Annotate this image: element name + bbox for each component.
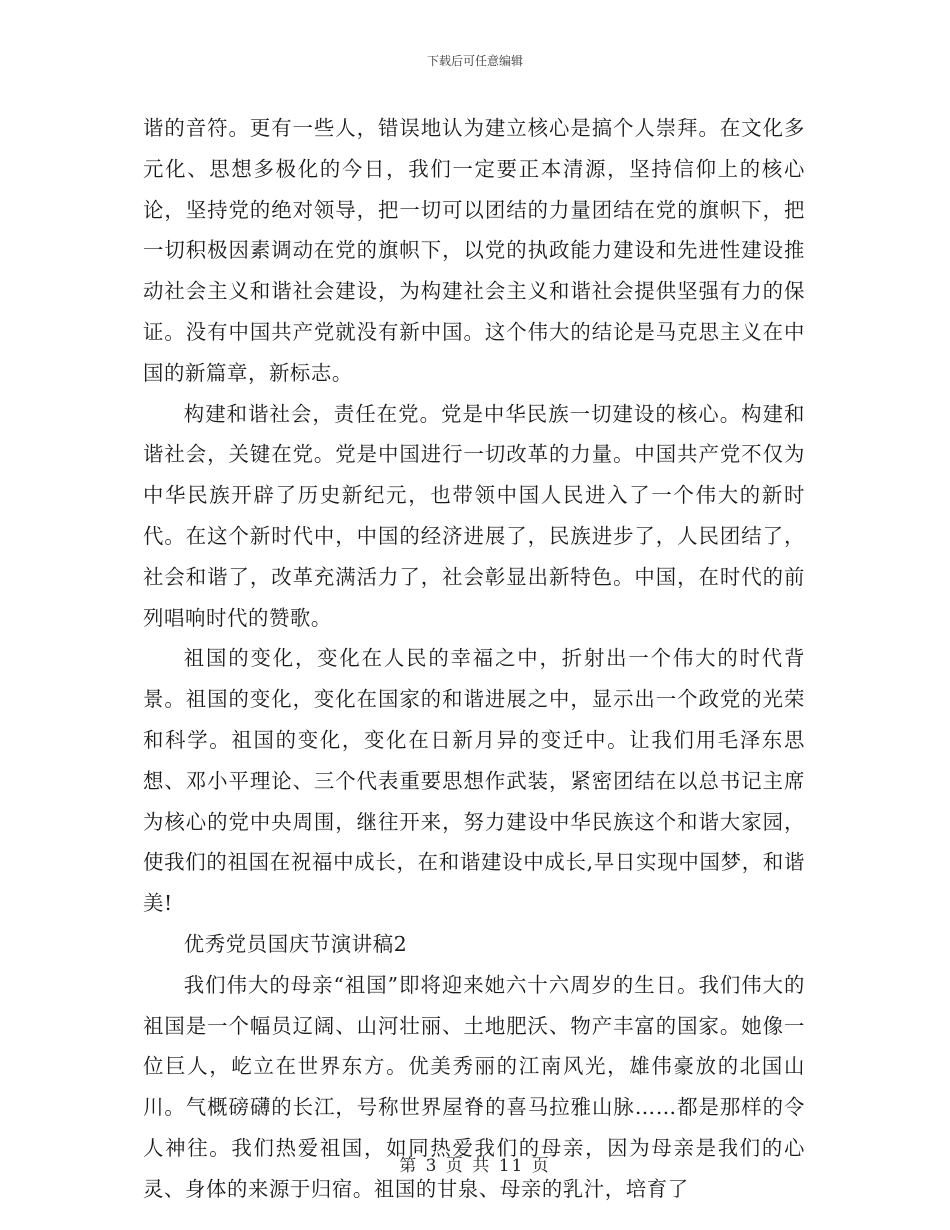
section-title: 优秀党员国庆节演讲稿2: [183, 931, 408, 956]
paragraph-continuation: 谐的音符。更有一些人，错误地认为建立核心是搞个人崇拜。在文化多元化、思想多极化的今日，我们一定要正本清源，坚持信仰上的核心论，坚持党的绝对领导，把一切可以团结的力量团结在党的旗帜下，把一切积极因素调动在党的旗帜下，以党的执政能力建设和先进性建设推动社会主义和谐社会建设，为构建社会主义和谐社会提供坚强有力的保证。没有中国共产党就没有新中国。这个伟大的结论是马克思主义在中国的新篇章，新标志。: [143, 116, 805, 385]
page-footer: 第 3 页 共 11 页: [399, 1156, 551, 1176]
page-header: 下载后可任意编辑: [426, 54, 523, 68]
paragraph: 祖国的变化，变化在人民的幸福之中，折射出一个伟大的时代背景。祖国的变化，变化在国家的和谐进展之中，显示出一个政党的光荣和科学。祖国的变化，变化在日新月异的变迁中。让我们用毛泽东思想、邓小平理论、三个代表重要思想作武装，紧密团结在以总书记主席为核心的党中央周围，继往开来，努力建设中华民族这个和谐大家园，使我们的祖国在祝福中成长，在和谐建设中成长,早日实现中国梦，和谐美!: [143, 646, 805, 916]
document-body: [143, 108, 805, 1210]
paragraph: 我们伟大的母亲“祖国”即将迎来她六十六周岁的生日。我们伟大的祖国是一个幅员辽阔、山河壮丽、土地肥沃、物产丰富的国家。她像一位巨人，屹立在世界东方。优美秀丽的江南风光，雄伟豪放的北国山川。气概磅礴的长江，号称世界屋脊的喜马拉雅山脉……都是那样的令人神往。我们热爱祖国，如同热爱我们的母亲，因为母亲是我们的心灵、身体的来源于归宿。祖国的甘泉、母亲的乳汁，培育了: [143, 972, 805, 1201]
paragraph: 构建和谐社会，责任在党。党是中华民族一切建设的核心。构建和谐社会，关键在党。党是中国进行一切改革的力量。中国共产党不仅为中华民族开辟了历史新纪元，也带领中国人民进入了一个伟大的新时代。在这个新时代中，中国的经济进展了，民族进步了，人民团结了，社会和谐了，改革充满活力了，社会彰显出新特色。中国，在时代的前列唱响时代的赞歌。: [143, 401, 805, 630]
